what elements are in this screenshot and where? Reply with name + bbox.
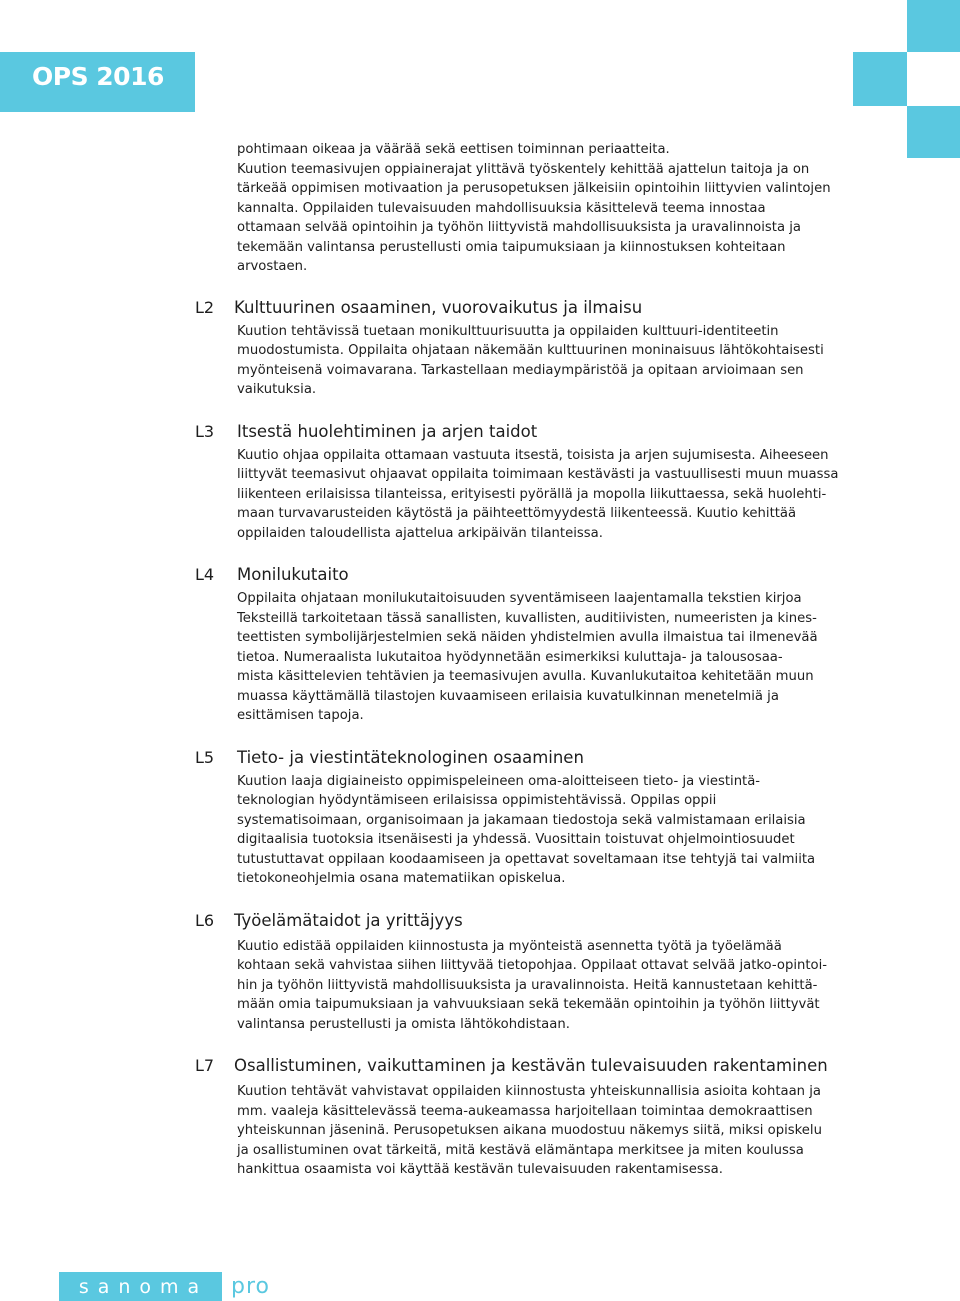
- text-line: myönteisenä voimavarana. Tarkastellaan mediaympäristöä ja opitaan arvioimaan sen: [237, 362, 804, 378]
- text-line: Kuution teemasivujen oppiainerajat ylittävä työskentely kehittää ajattelun taitoja ja on: [237, 161, 810, 177]
- text-line: Kuution laaja digiaineisto oppimispeleineen oma-aloitteiseen tieto- ja viestintä-: [237, 773, 761, 789]
- section-title: Monilukutaito: [237, 565, 349, 584]
- main-content: [0, 140, 960, 1180]
- text-line: mään omia taipumuksiaan ja vahvuuksiaan sekä tekemään opintoihin ja työhön liittyvät: [237, 997, 820, 1012]
- text-line: kohtaan sekä vahvistaa siihen liittyvää tietopohjaa. Oppilaat ottavat selvää jatko-opintoi-: [237, 958, 827, 973]
- text-line: Kuution tehtävissä tuetaan monikulttuurisuutta ja oppilaiden kulttuuri-identiteetin: [237, 323, 779, 339]
- text-line: tietoa. Numeraalista lukutaitoa hyödynnetään esimerkiksi kuluttaja- ja talousosaa-: [237, 649, 783, 665]
- text-line: tietokoneohjelmia osana matematiikan opiskelua.: [237, 871, 566, 886]
- text-line: mista käsittelevien tehtävien ja teemasivujen avulla. Kuvanlukutaitoa kehitetään muun: [237, 669, 814, 684]
- text-line: systematisoimaan, organisoimaan ja jakamaan tiedostoja sekä valmistamaan erilaisia: [237, 812, 806, 828]
- text-line: kannalta. Oppilaiden tulevaisuuden mahdollisuuksia käsittelevä teema innostaa: [237, 200, 766, 216]
- text-line: Teksteillä tarkoitetaan tässä sanallisten, kuvallisten, auditiivisten, numeeristen ja kines-: [237, 610, 817, 626]
- text-line: valintansa perustellusti ja omista lähtökohdistaan.: [237, 1016, 570, 1032]
- text-line: mm. vaaleja käsittelevässä teema-aukeamassa harjoitellaan toimintaa demokraattisen: [237, 1103, 813, 1119]
- section-title: Itsestä huolehtiminen ja arjen taidot: [237, 421, 538, 441]
- decor-square: [853, 52, 907, 106]
- section-title: Osallistuminen, vaikuttaminen ja kestävän tulevaisuuden rakentaminen: [234, 1056, 828, 1075]
- section-body: [237, 937, 852, 1035]
- text-line: Oppilaita ohjataan monilukutaitoisuuden syventämiseen laajentamalla tekstien kirjoa: [237, 591, 802, 606]
- text-line: muassa käyttämällä tilastojen kuvaamiseen erilaisia kuvatulkinnan menetelmiä ja: [237, 688, 779, 704]
- sanoma-pro-logo: [59, 1272, 270, 1301]
- text-line: tekemään valintansa perustellusti omia taipumuksiaan ja kiinnostuksen kohteitaan: [237, 239, 786, 255]
- section-body: [237, 772, 852, 889]
- text-line: vaikutuksia.: [237, 382, 317, 397]
- section-body: [237, 589, 852, 726]
- page-title: OPS 2016: [32, 62, 164, 91]
- text-line: maan turvavarusteiden käytöstä ja päihteettömyydestä liikenteessä. Kuutio kehittää: [237, 506, 797, 521]
- text-line: esittämisen tapoja.: [237, 708, 364, 723]
- text-line: arvostaen.: [237, 259, 308, 274]
- section-l5: [0, 746, 960, 889]
- section-title: Kulttuurinen osaaminen, vuorovaikutus ja ilmaisu: [234, 297, 643, 317]
- logo-main: sanoma: [59, 1272, 222, 1301]
- text-line: liikenteen erilaisissa tilanteissa, erityisesti pyörällä ja mopolla liikuttaessa, sekä huolehti-: [237, 486, 827, 502]
- text-line: liittyvät teemasivut ohjaavat oppilaita toimimaan kestävästi ja vastuullisesti muun muassa: [237, 467, 839, 482]
- text-line: ja osallistuminen ovat tärkeitä, mitä kestävä elämäntapa merkitsee ja miten koulussa: [237, 1142, 804, 1158]
- section-l6: [0, 909, 960, 1035]
- section-l3: [0, 420, 960, 544]
- text-line: Kuution tehtävät vahvistavat oppilaiden kiinnostusta yhteiskunnallisia asioita kohtaan ja: [237, 1084, 821, 1099]
- section-code: L4: [195, 565, 215, 584]
- text-line: teknologian hyödyntämiseen erilaisissa oppimistehtävissä. Oppilas oppii: [237, 793, 717, 808]
- text-line: oppilaiden taloudellista ajattelua arkipäivän tilanteissa.: [237, 525, 603, 541]
- text-line: tärkeää oppimisen motivaation ja perusopetuksen jälkeisiin opintoihin liittyvien valintojen: [237, 181, 831, 196]
- section-body: [237, 446, 852, 544]
- section-code: L6: [195, 910, 215, 930]
- section-body: [237, 322, 852, 400]
- section-code: L2: [195, 297, 215, 317]
- text-line: hin ja työhön liittyvistä mahdollisuuksista ja uravalinnoista. Heitä kannustetaan kehittä-: [237, 977, 818, 993]
- decor-square: [907, 0, 960, 52]
- intro-paragraph: [237, 140, 852, 277]
- section-l7: [0, 1054, 960, 1180]
- section-l4: [0, 563, 960, 726]
- section-code: L7: [195, 1056, 215, 1075]
- text-line: hankittua osaamista voi käyttää kestävän tulevaisuuden rakentamisessa.: [237, 1162, 723, 1177]
- text-line: teettisten symbolijärjestelmien sekä näiden yhdistelmien avulla ilmaistua tai ilmenevää: [237, 630, 818, 645]
- text-line: digitaalisia tuotoksia itsenäisesti ja yhdessä. Vuosittain toistuvat ohjelmointiosuudet: [237, 832, 795, 847]
- section-code: L5: [195, 747, 215, 767]
- text-line: Kuutio edistää oppilaiden kiinnostusta ja myönteistä asennetta työtä ja työelämää: [237, 938, 782, 954]
- section-code: L3: [195, 421, 215, 441]
- text-line: pohtimaan oikeaa ja väärää sekä eettisen toiminnan periaatteita.: [237, 142, 670, 157]
- text-line: muodostumista. Oppilaita ohjataan näkemään kulttuurinen moninaisuus lähtökohtaisesti: [237, 343, 824, 358]
- section-l2: [0, 296, 960, 400]
- text-line: Kuutio ohjaa oppilaita ottamaan vastuuta itsestä, toisista ja arjen sujumisesta. Aiheeseen: [237, 447, 829, 463]
- section-title: Tieto- ja viestintäteknologinen osaaminen: [237, 747, 584, 767]
- text-line: ottamaan selvää opintoihin ja työhön liittyvistä mahdollisuuksista ja uravalinnoista ja: [237, 220, 801, 235]
- section-body: [237, 1082, 852, 1180]
- logo-suffix: pro: [231, 1274, 270, 1299]
- text-line: tutustuttavat oppilaan koodaamiseen ja opettavat soveltamaan itse tehtyjä tai valmiita: [237, 851, 816, 867]
- section-title: Työelämätaidot ja yrittäjyys: [234, 910, 463, 930]
- text-line: yhteiskunnan jäseninä. Perusopetuksen aikana muodostuu näkemys siitä, miksi opiskelu: [237, 1123, 822, 1138]
